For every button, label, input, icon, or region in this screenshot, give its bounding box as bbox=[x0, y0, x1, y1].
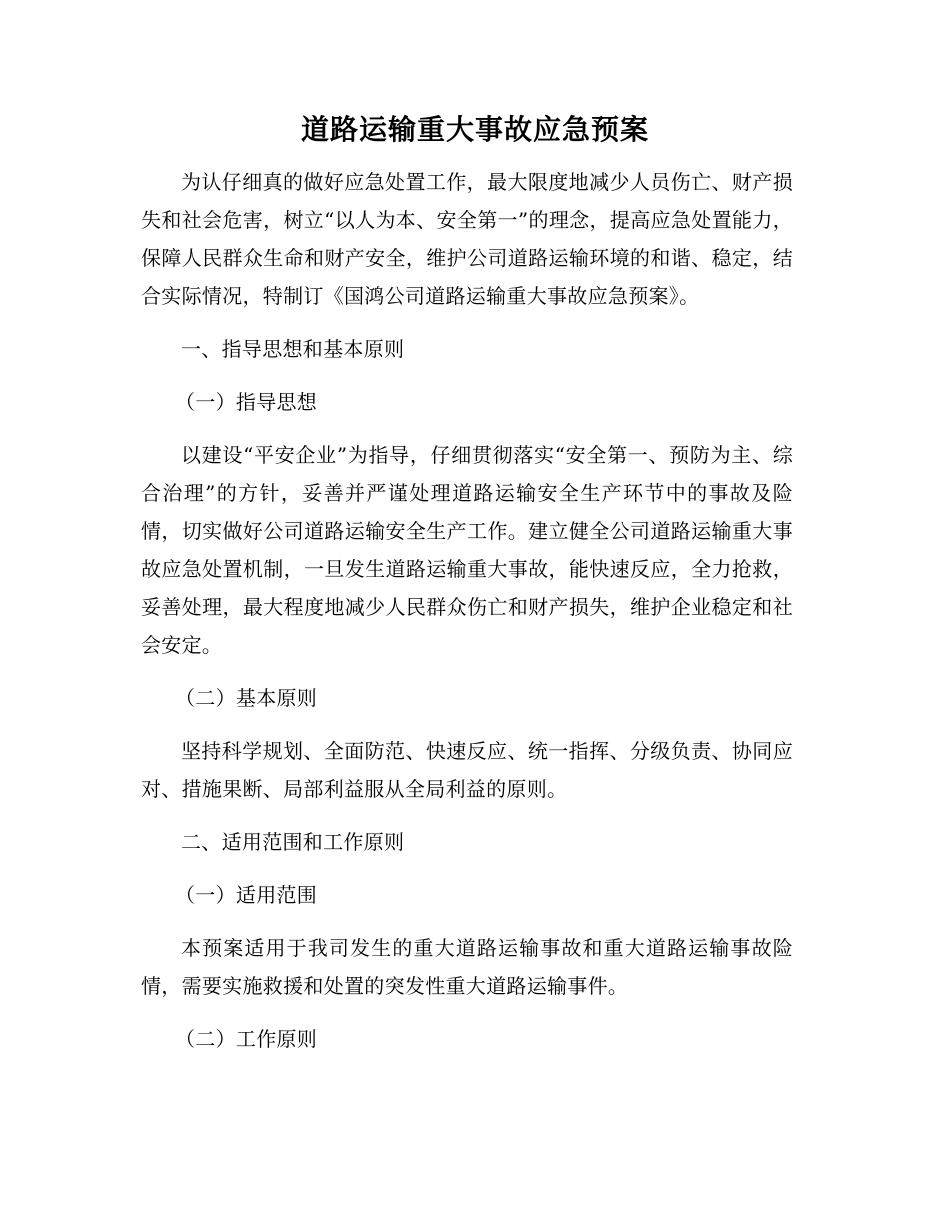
section-1-sub-1-body: 以建设“平安企业”为指导，仔细贯彻落实“安全第一、预防为主、综合治理”的方针，妥善并严谨处理道路运输安全生产环节中的事故及险情，切实做好公司道路运输安全生产工作。建立健全公司道路运输重大事故应急处置机制，一旦发生道路运输重大事故，能快速反应，全力抢救，妥善处理，最大程度地减少人民群众伤亡和财产损失，维护企业稳定和社会安定。 bbox=[141, 443, 793, 657]
intro-paragraph: 为认仔细真的做好应急处置工作，最大限度地减少人员伤亡、财产损失和社会危害，树立“以人为本、安全第一”的理念，提高应急处置能力，保障人民群众生命和财产安全，维护公司道路运输环境的和谐、稳定，结合实际情况，特制订《国鸿公司道路运输重大事故应急预案》。 bbox=[141, 170, 793, 308]
section-2-heading: 二、适用范围和工作原则 bbox=[181, 830, 405, 854]
document-body bbox=[141, 163, 793, 1058]
section-1-sub-1-heading: （一）指导思想 bbox=[175, 390, 318, 414]
section-2-sub-1-body: 本预案适用于我司发生的重大道路运输事故和重大道路运输事故险情，需要实施救援和处置的突发性重大道路运输事件。 bbox=[141, 936, 793, 998]
section-1-heading: 一、指导思想和基本原则 bbox=[181, 337, 405, 361]
section-1-sub-2-heading: （二）基本原则 bbox=[175, 686, 318, 710]
document-title: 道路运输重大事故应急预案 bbox=[300, 113, 649, 146]
section-2-sub-2-heading: （二）工作原则 bbox=[175, 1027, 318, 1051]
section-2-sub-1-heading: （一）适用范围 bbox=[175, 883, 318, 907]
section-1-sub-2-body: 坚持科学规划、全面防范、快速反应、统一指挥、分级负责、协同应对、措施果断、局部利益服从全局利益的原则。 bbox=[141, 739, 793, 801]
